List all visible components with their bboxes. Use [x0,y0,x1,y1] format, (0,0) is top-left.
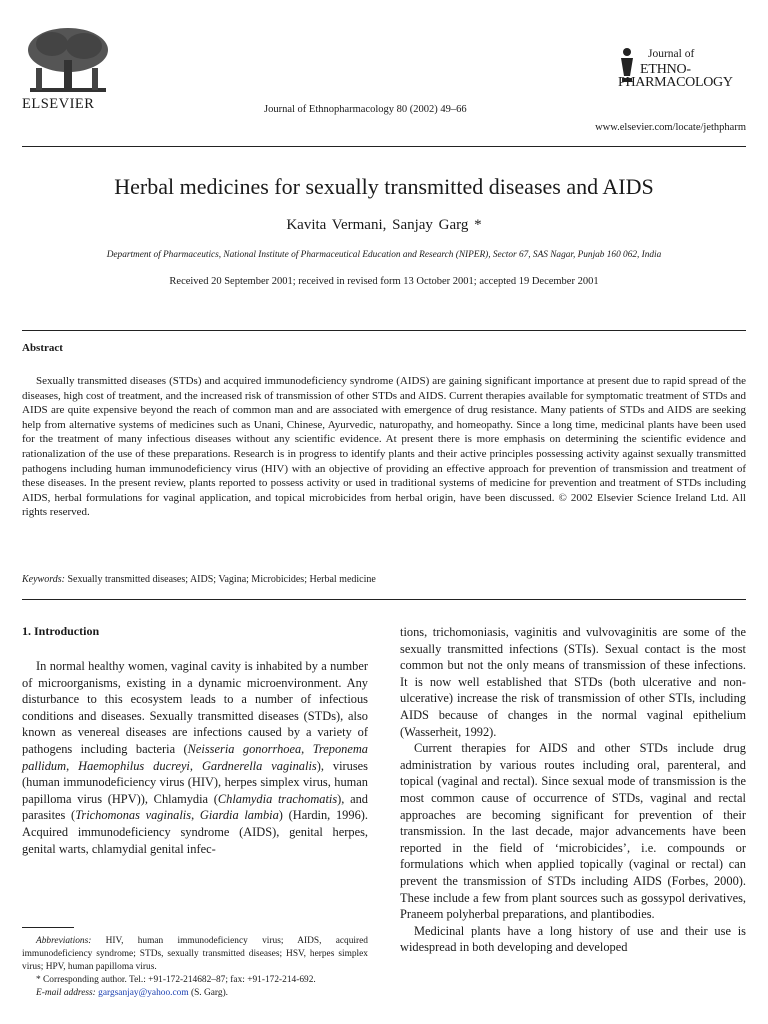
author-affiliation: Department of Pharmaceutics, National Institute of Pharmaceutical Education and Research (NIPER), Sector 67, SAS Nagar, Punjab 160 062, India [106,250,662,260]
publisher-name: ELSEVIER [22,96,95,112]
abstract-bottom-divider [22,599,746,600]
keywords [22,574,746,585]
journal-url[interactable]: www.elsevier.com/locate/jethpharm [595,122,746,133]
elsevier-tree-logo [22,24,114,96]
header-divider [22,146,746,147]
email-link[interactable]: gargsanjay@yahoo.com [98,988,189,998]
footnote-abbreviations: Abbreviations: HIV, human immunodeficiency virus; AIDS, acquired immunodeficiency syndrome; STDs, sexually transmitted diseases; HSV, herpes simplex virus; HPV, human papilloma virus. [22,936,368,972]
intro-paragraph-2: Current therapies for AIDS and other STDs include drug administration by various routes including oral, parenteral, and topical (vaginal and rectal). Since sexual mode of transmission is the most common cause of occurrence of STDs, vaginal and rectal approaches are becoming significant for prevention of their transmission. In the last decade, major advancements have been reported in the field of ‘microbicides’, i.e. compounds or formulations which when applied topically (vaginal or rectal) can prevent the transmission of STDs including AIDS (Forbes, 2000). These include a few from plant sources such as gossypol derivatives, Praneem polyherbal preparations, and plantibodies. [400,741,746,922]
journal-logo [618,44,748,100]
abstract-top-divider [22,330,746,331]
author-names: Kavita Vermani, Sanjay Garg [286,217,469,233]
intro-paragraph-continued: tions, trichomoniasis, vaginitis and vulvovaginitis are some of the sexually transmitted infections (STIs). Sexual contact is the most common but not the only means of transmission of these infections. It is now well established that STDs (both ulcerative and non-ulcerative) increase the risk of transmission of other STIs, including AIDS because of changes in the normal vaginal epithelium (Wasserheit, 1992). [400,625,746,739]
keywords-label: Keywords: [22,574,65,585]
footnotes [22,935,368,1000]
journal-logo-line2: ETHNO- [640,62,691,77]
journal-citation: Journal of Ethnopharmacology 80 (2002) 49–66 [264,104,467,115]
keywords-text: Sexually transmitted diseases; AIDS; Vagina; Microbicides; Herbal medicine [67,574,376,585]
abstract-heading: Abstract [22,342,63,354]
article-dates: Received 20 September 2001; received in revised form 13 October 2001; accepted 19 December 2001 [169,276,599,287]
footnote-corresponding: * Corresponding author. Tel.: +91-172-214682–87; fax: +91-172-214-692. [36,975,316,985]
journal-logo-line1: Journal of [648,48,695,60]
footnote-email: E-mail address: gargsanjay@yahoo.com (S. Garg). [36,988,229,998]
journal-logo-line3: PHARMACOLOGY [618,75,733,90]
footnote-divider [22,927,74,928]
left-column [22,658,368,857]
corresponding-mark: * [468,217,482,233]
abstract-text: Sexually transmitted diseases (STDs) and acquired immunodeficiency syndrome (AIDS) are gaining significant importance at present due to rapid spread of the diseases, high cost of treatment, and the increased risk of transmission of other STDs and AIDS. Current therapies available for symptomatic treatment of STDs and AIDS are quite expensive beyond the reach of common man and are associated with emergence of drug resistance. Many patients of STDs and AIDS are seeking help from alternative systems of medicines such as Unani, Chinese, Ayurvedic, naturopathy, and homeopathy. Since a long time, medicinal plants have been used for the treatment of many infectious diseases without any scientific evidence. At present there is more emphasis on determining the scientific evidence and rationalization of the use of these preparations. Research is in progress to identify plants and their active principles possessing activity against sexually transmitted pathogens including human immunodeficiency virus (HIV) with an objective of providing an effective approach for prevention of transmission and treatment of these diseases. In the present review, plants reported to possess activity or used in traditional systems of medicine for prevention and treatment of STDs including AIDS, herbal formulations for vaginal application, and topical microbicides from herbal origin, have been discussed. © 2002 Elsevier Science Ireland Ltd. All rights reserved. [22,375,746,519]
article-title: Herbal medicines for sexually transmitted diseases and AIDS [114,174,654,199]
intro-paragraph-1: In normal healthy women, vaginal cavity is inhabited by a number of microorganisms, existing in a dynamic microenvironment. Any disturbance to this ecosystem leads to a number of infectious conditions and diseases. Sexually transmitted diseases (STDs), also known as venereal diseases are infections caused by a variety of pathogens including bacteria (Neisseria gonorrhoea, Treponema pallidum, Haemophilus ducreyi, Gardnerella vaginalis), viruses (human immunodeficiency virus (HIV), herpes simplex virus, human papilloma virus (HPV)), Chlamydia (Chlamydia trachomatis), and parasites (Trichomonas vaginalis, Giardia lambia) (Hardin, 1996). Acquired immunodeficiency syndrome (AIDS), genital herpes, genital warts, chlamydial genital infec- [22,659,369,856]
right-column [400,624,746,956]
section-heading-introduction: 1. Introduction [22,624,100,638]
intro-paragraph-3: Medicinal plants have a long history of use and their use is widespread in both developing and developed [400,923,746,955]
article-authors [0,217,768,234]
